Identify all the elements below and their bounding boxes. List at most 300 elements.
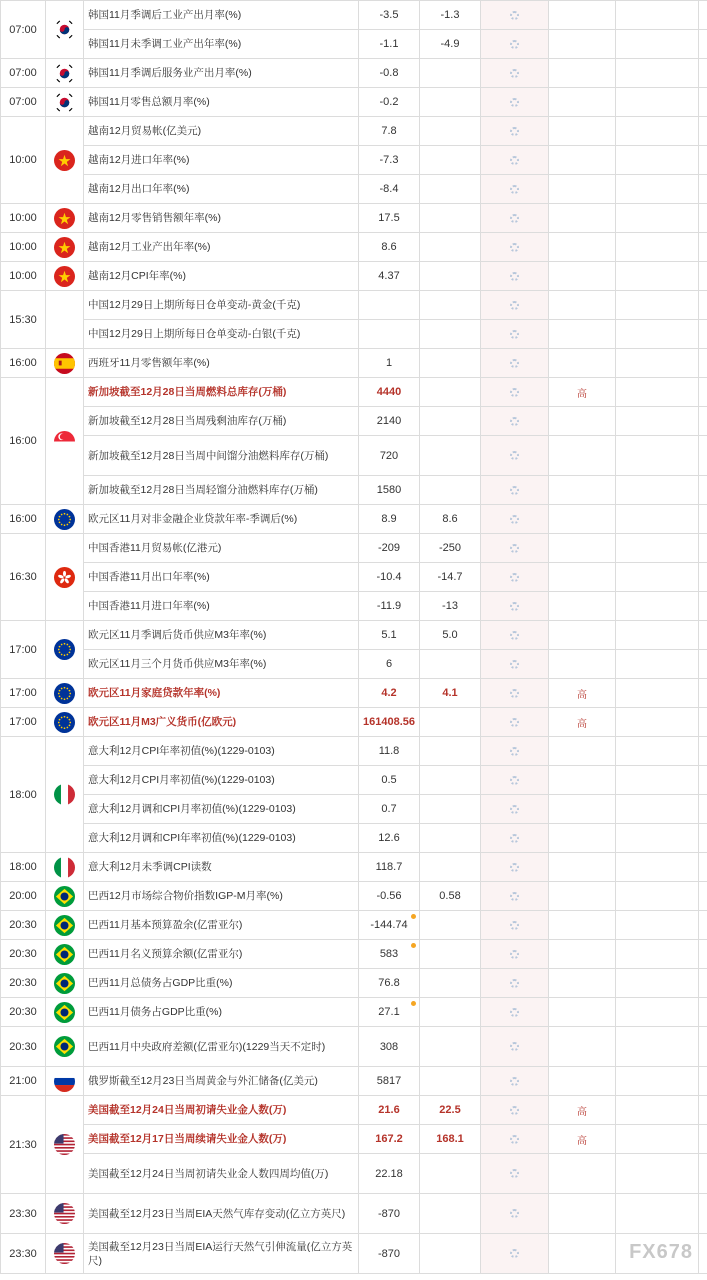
previous-value [359, 940, 420, 969]
forecast-value: 4.1 [420, 679, 481, 708]
chart-link[interactable] [699, 1234, 707, 1274]
previous-value-text: 27.1 [378, 1006, 400, 1018]
importance-cell [549, 349, 616, 378]
chart-link[interactable] [699, 436, 707, 476]
importance-cell [549, 563, 616, 592]
forecast-value: -13 [420, 592, 481, 621]
event-name[interactable]: 俄罗斯截至12月23日当周黄金与外汇储备(亿美元) [84, 1067, 359, 1096]
previous-value-text: -7.3 [379, 154, 399, 166]
chart-link[interactable] [699, 1067, 707, 1096]
actual-value [481, 534, 549, 563]
chart-link[interactable] [699, 882, 707, 911]
chart-link[interactable] [699, 940, 707, 969]
previous-value [359, 1154, 420, 1194]
chart-link[interactable] [699, 476, 707, 505]
importance-label: 高 [577, 689, 587, 701]
previous-value-text: 4440 [376, 386, 402, 398]
chart-link[interactable] [699, 59, 707, 88]
importance-cell [549, 1194, 616, 1234]
event-row [1, 1027, 707, 1067]
chart-link[interactable] [699, 534, 707, 563]
event-name[interactable]: 意大利12月CPI月率初值(%)(1229-0103) [84, 766, 359, 795]
blank-cell [616, 998, 699, 1027]
event-name[interactable]: 中国12月29日上期所每日仓单变动-白银(千克) [84, 320, 359, 349]
chart-link[interactable] [699, 737, 707, 766]
country-flag [46, 59, 84, 88]
event-time: 20:30 [1, 969, 46, 998]
chart-link[interactable] [699, 1194, 707, 1234]
importance-cell [549, 505, 616, 534]
previous-value-text: 1580 [376, 484, 402, 496]
loading-icon [510, 573, 519, 582]
actual-value [481, 175, 549, 204]
importance-cell [549, 146, 616, 175]
chart-link[interactable] [699, 505, 707, 534]
loading-icon [510, 602, 519, 611]
country-flag [46, 621, 84, 679]
loading-icon [510, 388, 519, 397]
previous-value-text: 76.8 [378, 977, 400, 989]
loading-icon [510, 1008, 519, 1017]
chart-link[interactable] [699, 708, 707, 737]
loading-icon [510, 359, 519, 368]
blank-cell [616, 146, 699, 175]
forecast-value [420, 476, 481, 505]
forecast-value [420, 1154, 481, 1194]
actual-value [481, 650, 549, 679]
event-name[interactable]: 美国截至12月23日当周EIA天然气库存变动(亿立方英尺) [84, 1194, 359, 1234]
loading-icon [510, 98, 519, 107]
previous-value [359, 1067, 420, 1096]
event-time: 20:00 [1, 882, 46, 911]
importance-cell [549, 117, 616, 146]
event-row [1, 117, 707, 146]
country-flag [46, 911, 84, 940]
previous-value [359, 320, 420, 349]
event-row [1, 853, 707, 882]
vn-flag-icon [54, 150, 75, 171]
importance-label: 高 [577, 388, 587, 400]
importance-cell [549, 1125, 616, 1154]
event-name[interactable]: 越南12月出口年率(%) [84, 175, 359, 204]
chart-link[interactable] [699, 1154, 707, 1194]
loading-icon [510, 631, 519, 640]
chart-link[interactable] [699, 204, 707, 233]
blank-cell [616, 708, 699, 737]
blank-cell [616, 378, 699, 407]
blank-cell [616, 882, 699, 911]
actual-value [481, 378, 549, 407]
chart-link[interactable] [699, 30, 707, 59]
actual-value [481, 291, 549, 320]
actual-value [481, 233, 549, 262]
event-name[interactable]: 韩国11月零售总额月率(%) [84, 88, 359, 117]
event-name[interactable]: 巴西11月债务占GDP比重(%) [84, 998, 359, 1027]
importance-cell [549, 30, 616, 59]
importance-label: 高 [577, 1106, 587, 1118]
eu-flag-icon [54, 639, 75, 660]
it-flag-icon [54, 784, 75, 805]
importance-cell [549, 766, 616, 795]
actual-value [481, 853, 549, 882]
blank-cell [616, 59, 699, 88]
chart-link[interactable] [699, 1, 707, 30]
chart-link[interactable] [699, 349, 707, 378]
kr-flag-icon [54, 63, 75, 84]
event-name[interactable]: 意大利12月调和CPI年率初值(%)(1229-0103) [84, 824, 359, 853]
event-row [1, 766, 707, 795]
event-name[interactable]: 越南12月进口年率(%) [84, 146, 359, 175]
blank-cell [616, 117, 699, 146]
event-row [1, 824, 707, 853]
previous-value-text: 0.5 [381, 774, 397, 786]
blank-cell [616, 969, 699, 998]
loading-icon [510, 301, 519, 310]
event-time: 21:00 [1, 1067, 46, 1096]
event-row [1, 882, 707, 911]
chart-link[interactable] [699, 117, 707, 146]
event-row [1, 679, 707, 708]
forecast-value [420, 998, 481, 1027]
chart-link[interactable] [699, 969, 707, 998]
blank-cell [616, 1125, 699, 1154]
event-time: 16:00 [1, 349, 46, 378]
importance-cell [549, 204, 616, 233]
loading-icon [510, 776, 519, 785]
br-flag-icon [54, 944, 75, 965]
actual-value [481, 30, 549, 59]
previous-value-text: 4.2 [381, 687, 397, 699]
chart-link[interactable] [699, 1125, 707, 1154]
actual-value [481, 204, 549, 233]
actual-value [481, 795, 549, 824]
event-time: 16:00 [1, 378, 46, 505]
actual-value [481, 1154, 549, 1194]
previous-value-text: 118.7 [375, 861, 403, 873]
chart-link[interactable] [699, 621, 707, 650]
loading-icon [510, 892, 519, 901]
previous-value-text: 4.37 [378, 270, 400, 282]
event-row [1, 737, 707, 766]
chart-link[interactable] [699, 1027, 707, 1067]
blank-cell [616, 1194, 699, 1234]
loading-icon [510, 330, 519, 339]
actual-value [481, 88, 549, 117]
country-flag [46, 88, 84, 117]
importance-cell [549, 378, 616, 407]
blank-cell [616, 233, 699, 262]
vn-flag-icon [54, 208, 75, 229]
loading-icon [510, 515, 519, 524]
eu-flag-icon [54, 509, 75, 530]
forecast-value: 5.0 [420, 621, 481, 650]
event-name[interactable]: 韩国11月未季调工业产出年率(%) [84, 30, 359, 59]
actual-value [481, 679, 549, 708]
previous-value [359, 88, 420, 117]
loading-icon [510, 834, 519, 843]
previous-value [359, 436, 420, 476]
event-name[interactable]: 新加坡截至12月28日当周残剩油库存(万桶) [84, 407, 359, 436]
forecast-value [420, 262, 481, 291]
forecast-value [420, 88, 481, 117]
us-flag-icon [54, 1243, 75, 1264]
previous-value-text: 11.8 [378, 745, 400, 757]
event-row [1, 998, 707, 1027]
country-flag [46, 882, 84, 911]
forecast-value [420, 378, 481, 407]
blank-cell [616, 824, 699, 853]
event-row [1, 291, 707, 320]
event-name[interactable]: 巴西12月市场综合物价指数IGP-M月率(%) [84, 882, 359, 911]
forecast-value: 22.5 [420, 1096, 481, 1125]
previous-value [359, 59, 420, 88]
blank-cell [616, 320, 699, 349]
loading-icon [510, 486, 519, 495]
forecast-value [420, 708, 481, 737]
previous-value [359, 679, 420, 708]
blank-cell [616, 88, 699, 117]
loading-icon [510, 863, 519, 872]
event-name[interactable]: 新加坡截至12月28日当周燃料总库存(万桶) [84, 378, 359, 407]
event-name[interactable]: 中国香港11月进口年率(%) [84, 592, 359, 621]
chart-link[interactable] [699, 320, 707, 349]
event-name[interactable]: 意大利12月调和CPI月率初值(%)(1229-0103) [84, 795, 359, 824]
forecast-value: 8.6 [420, 505, 481, 534]
chart-link[interactable] [699, 88, 707, 117]
previous-value-text: 7.8 [381, 125, 397, 137]
event-time: 07:00 [1, 1, 46, 59]
br-flag-icon [54, 915, 75, 936]
country-flag [46, 204, 84, 233]
vn-flag-icon [54, 237, 75, 258]
event-name[interactable]: 韩国11月季调后服务业产出月率(%) [84, 59, 359, 88]
event-name[interactable]: 越南12月贸易帐(亿美元) [84, 117, 359, 146]
previous-value-text: 5.1 [381, 629, 397, 641]
blank-cell [616, 262, 699, 291]
chart-link[interactable] [699, 795, 707, 824]
actual-value [481, 563, 549, 592]
actual-value [481, 436, 549, 476]
event-name[interactable]: 巴西11月中央政府差额(亿雷亚尔)(1229当天不定时) [84, 1027, 359, 1067]
loading-icon [510, 156, 519, 165]
forecast-value [420, 349, 481, 378]
chart-link[interactable] [699, 679, 707, 708]
previous-value-text: -10.4 [376, 571, 402, 583]
chart-link[interactable] [699, 563, 707, 592]
event-row [1, 534, 707, 563]
importance-cell [549, 1154, 616, 1194]
event-row [1, 621, 707, 650]
chart-link[interactable] [699, 175, 707, 204]
previous-value-text: -3.5 [379, 9, 399, 21]
country-flag [46, 737, 84, 853]
event-name[interactable]: 欧元区11月三个月货币供应M3年率(%) [84, 650, 359, 679]
ru-flag-icon [54, 1071, 75, 1092]
event-name[interactable]: 欧元区11月季调后货币供应M3年率(%) [84, 621, 359, 650]
actual-value [481, 737, 549, 766]
blank-cell [616, 1154, 699, 1194]
event-name[interactable]: 新加坡截至12月28日当周中间馏分油燃料库存(万桶) [84, 436, 359, 476]
forecast-value: -14.7 [420, 563, 481, 592]
previous-value-text: 22.18 [375, 1167, 403, 1180]
previous-value-text: 12.6 [378, 832, 400, 844]
previous-value-text: 6 [385, 658, 393, 670]
chart-link[interactable] [699, 650, 707, 679]
loading-icon [510, 243, 519, 252]
importance-label: 高 [577, 1135, 587, 1147]
loading-icon [510, 689, 519, 698]
importance-cell [549, 592, 616, 621]
forecast-value [420, 766, 481, 795]
event-name[interactable]: 意大利12月CPI年率初值(%)(1229-0103) [84, 737, 359, 766]
it-flag-icon [54, 857, 75, 878]
chart-link[interactable] [699, 407, 707, 436]
previous-value [359, 117, 420, 146]
event-row [1, 940, 707, 969]
event-name[interactable]: 中国香港11月出口年率(%) [84, 563, 359, 592]
importance-cell [549, 1096, 616, 1125]
previous-value-text: -0.2 [379, 96, 399, 108]
event-name[interactable]: 欧元区11月家庭贷款年率(%) [84, 679, 359, 708]
country-flag [46, 853, 84, 882]
forecast-value [420, 824, 481, 853]
revised-dot-icon [411, 1001, 416, 1006]
event-name[interactable]: 欧元区11月M3广义货币(亿欧元) [84, 708, 359, 737]
previous-value-text: 308 [379, 1040, 399, 1053]
event-name[interactable]: 意大利12月未季调CPI读数 [84, 853, 359, 882]
importance-cell [549, 650, 616, 679]
forecast-value [420, 59, 481, 88]
event-time: 20:30 [1, 1027, 46, 1067]
event-name[interactable]: 中国香港11月贸易帐(亿港元) [84, 534, 359, 563]
eu-flag-icon [54, 712, 75, 733]
event-row [1, 708, 707, 737]
chart-link[interactable] [699, 146, 707, 175]
event-name[interactable]: 越南12月CPI年率(%) [84, 262, 359, 291]
event-row [1, 1096, 707, 1125]
actual-value [481, 262, 549, 291]
sg-flag-icon [54, 431, 75, 452]
previous-value [359, 204, 420, 233]
country-flag [46, 1096, 84, 1194]
country-flag [46, 940, 84, 969]
chart-link[interactable] [699, 262, 707, 291]
country-flag [46, 117, 84, 204]
importance-cell [549, 407, 616, 436]
previous-value-text: 161408.56 [363, 716, 415, 728]
event-row [1, 233, 707, 262]
previous-value-text: 167.2 [375, 1133, 403, 1145]
loading-icon [510, 1209, 519, 1218]
event-name[interactable]: 巴西11月名义预算余额(亿雷亚尔) [84, 940, 359, 969]
event-time: 23:30 [1, 1194, 46, 1234]
event-name[interactable]: 欧元区11月对非金融企业贷款年率-季调后(%) [84, 505, 359, 534]
previous-value [359, 349, 420, 378]
event-row [1, 88, 707, 117]
importance-cell [549, 88, 616, 117]
chart-link[interactable] [699, 824, 707, 853]
actual-value [481, 1194, 549, 1234]
event-time: 10:00 [1, 204, 46, 233]
chart-link[interactable] [699, 911, 707, 940]
event-name[interactable]: 美国截至12月24日当周初请失业金人数(万) [84, 1096, 359, 1125]
previous-value [359, 146, 420, 175]
event-row [1, 436, 707, 476]
event-name[interactable]: 中国12月29日上期所每日仓单变动-黄金(千克) [84, 291, 359, 320]
country-flag [46, 1194, 84, 1234]
event-row [1, 1, 707, 30]
event-name[interactable]: 巴西11月总债务占GDP比重(%) [84, 969, 359, 998]
actual-value [481, 766, 549, 795]
event-time: 18:00 [1, 853, 46, 882]
country-flag [46, 378, 84, 505]
chart-link[interactable] [699, 592, 707, 621]
loading-icon [510, 69, 519, 78]
actual-value [481, 1067, 549, 1096]
revised-dot-icon [411, 914, 416, 919]
event-name[interactable]: 美国截至12月23日当周EIA运行天然气引伸流量(亿立方英尺) [84, 1234, 359, 1274]
chart-link[interactable] [699, 766, 707, 795]
chart-link[interactable] [699, 1096, 707, 1125]
chart-link[interactable] [699, 233, 707, 262]
blank-cell [616, 175, 699, 204]
event-row [1, 795, 707, 824]
previous-value [359, 824, 420, 853]
blank-cell [616, 407, 699, 436]
chart-link[interactable] [699, 853, 707, 882]
previous-value [359, 853, 420, 882]
event-name[interactable]: 越南12月工业产出年率(%) [84, 233, 359, 262]
loading-icon [510, 1077, 519, 1086]
event-name[interactable]: 越南12月零售销售额年率(%) [84, 204, 359, 233]
country-flag [46, 349, 84, 378]
previous-value [359, 592, 420, 621]
actual-value [481, 882, 549, 911]
previous-value-text: 720 [379, 449, 399, 462]
chart-link[interactable] [699, 378, 707, 407]
importance-cell [549, 1234, 616, 1274]
blank-cell [616, 911, 699, 940]
event-name[interactable]: 巴西11月基本预算盈余(亿雷亚尔) [84, 911, 359, 940]
event-name[interactable]: 美国截至12月17日当周续请失业金人数(万) [84, 1125, 359, 1154]
forecast-value [420, 1194, 481, 1234]
loading-icon [510, 11, 519, 20]
actual-value [481, 824, 549, 853]
event-name[interactable]: 新加坡截至12月28日当周轻馏分油燃料库存(万桶) [84, 476, 359, 505]
previous-value [359, 1194, 420, 1234]
loading-icon [510, 660, 519, 669]
forecast-value [420, 1234, 481, 1274]
event-row [1, 505, 707, 534]
previous-value [359, 407, 420, 436]
previous-value [359, 563, 420, 592]
forecast-value [420, 117, 481, 146]
event-name[interactable]: 西班牙11月零售额年率(%) [84, 349, 359, 378]
event-name[interactable]: 韩国11月季调后工业产出月率(%) [84, 1, 359, 30]
actual-value [481, 1096, 549, 1125]
importance-cell [549, 233, 616, 262]
chart-link[interactable] [699, 998, 707, 1027]
event-name[interactable]: 美国截至12月24日当周初请失业金人数四周均值(万) [84, 1154, 359, 1194]
previous-value [359, 262, 420, 291]
blank-cell [616, 534, 699, 563]
forecast-value: 0.58 [420, 882, 481, 911]
loading-icon [510, 185, 519, 194]
chart-link[interactable] [699, 291, 707, 320]
event-time: 07:00 [1, 88, 46, 117]
forecast-value [420, 320, 481, 349]
forecast-value: -1.3 [420, 1, 481, 30]
